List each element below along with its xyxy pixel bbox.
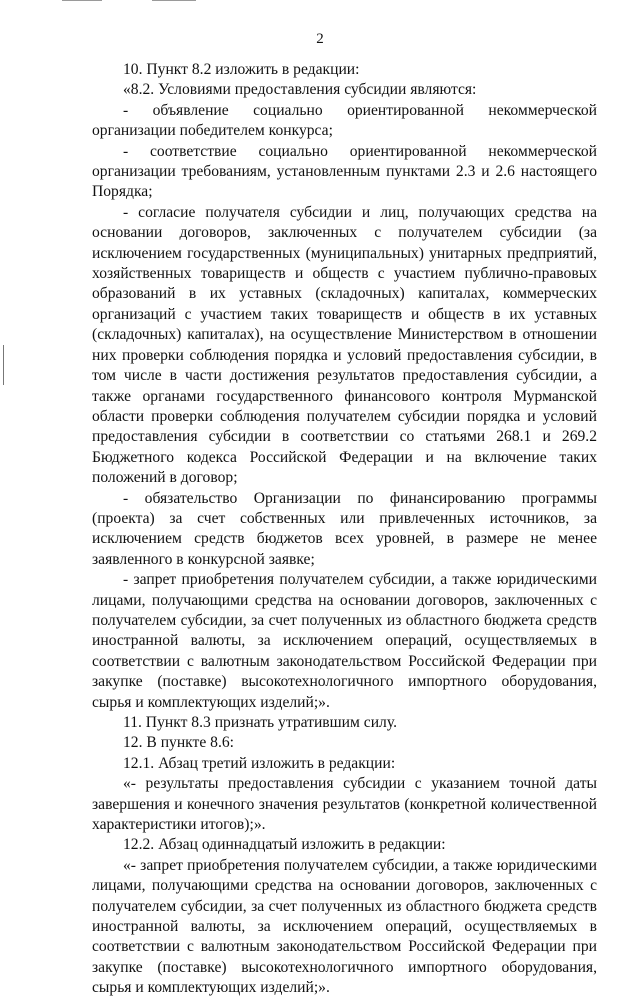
paragraph-condition-winner: - объявление социально ориентированной некоммерческой организации победителем конкурса;	[92, 101, 597, 140]
page-number: 2	[316, 31, 324, 47]
scan-artifact-line	[62, 0, 102, 1]
paragraph-8-2-intro: «8.2. Условиями предоставления субсидии являются:	[123, 81, 477, 99]
paragraph-condition-currency-ban: - запрет приобретения получателем субсидии, а также юридическими лицами, получающими средства на основании договоров, заключенных с получателем субсидии, за счет полученных из областного бюджета средств иностранной валюты, за исключением операций, осуществляемых в соответствии с валютным законодательством Российской Федерации при закупке (поставке) высокотехнологичного импортного оборудования, сырья и комплектующих изделий;».	[92, 571, 597, 711]
paragraph-condition-obligation: - обязательство Организации по финансированию программы (проекта) за счет собственных или привлеченных источников, за исключением средств бюджетов всех уровней, в размере не менее заявленного в конкурсной заявке;	[92, 489, 597, 568]
paragraph-item-12-1: 12.1. Абзац третий изложить в редакции:	[123, 754, 396, 772]
paragraph-condition-requirements: - соответствие социально ориентированной некоммерческой организации требованиям, установленным пунктами 2.3 и 2.6 настоящего Порядка;	[92, 142, 597, 201]
scan-artifact-line	[152, 0, 196, 1]
paragraph-item-12-2-text: «- запрет приобретения получателем субсидии, а также юридическими лицами, получающими средства на основании договоров, заключенных с получателем субсидии, за счет полученных из областного бюджета средств иностранной валюты, за исключением операций, осуществляемых в соответствии с валютным законодательством Российской Федерации при закупке (поставке) высокотехнологичного импортного оборудования, сырья и комплектующих изделий;».	[92, 856, 597, 997]
paragraph-item-10: 10. Пункт 8.2 изложить в редакции:	[123, 61, 360, 78]
margin-mark	[3, 345, 4, 385]
paragraph-condition-consent: - согласие получателя субсидии и лиц, получающих средства на основании договоров, заключенных с получателем субсидии (за исключением государственных (муниципальных) унитарных предприятий, хозяйственных товариществ и обществ с участием публично-правовых образований в их уставных (складочных) капиталах, коммерческих организаций с участием таких товариществ и обществ в их уставных (складочных) капиталах), на осуществление Министерством в отношении них проверки соблюдения порядка и условий предоставления субсидии, в том числе в части достижения результатов предоставления субсидии, а также органами государственного финансового контроля Мурманской области проверки соблюдения получателем субсидии порядка и условий предоставления субсидии в соответствии со статьями 268.1 и 269.2 Бюджетного кодекса Российской Федерации и на включение таких положений в договор;	[92, 203, 597, 487]
paragraph-item-11: 11. Пункт 8.3 признать утратившим силу.	[123, 714, 397, 731]
paragraph-item-12-1-text: «- результаты предоставления субсидии с указанием точной даты завершения и конечного значения результатов (конкретной количественной характеристики итогов);».	[92, 775, 597, 834]
document-body	[92, 60, 597, 999]
paragraph-item-12-2: 12.2. Абзац одиннадцатый изложить в редакции:	[123, 836, 446, 854]
paragraph-item-12: 12. В пункте 8.6:	[123, 734, 235, 752]
